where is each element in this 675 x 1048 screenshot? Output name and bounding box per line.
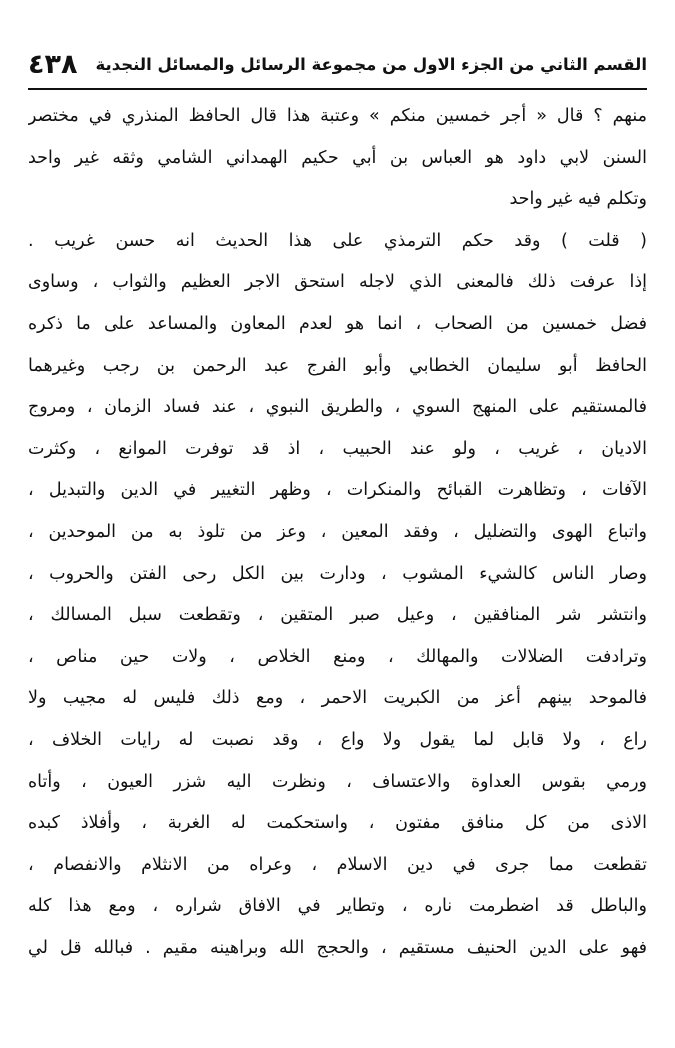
page-header	[28, 44, 647, 84]
text-line: فالموحد بينهم أعز من الكبريت الاحمر ، ومع ذلك فليس له مجيب ولا	[28, 688, 647, 709]
text-line: وصار الناس كالشيء المشوب ، ودارت بين الكل رحى الفتن والحروب ،	[28, 563, 647, 584]
text-line: الآفات ، وتظاهرت القبائح والمنكرات ، وظهر التغيير في الدين والتبديل ،	[28, 480, 647, 501]
text-line: وانتشر شر المنافقين ، وعيل صبر المتقين ، وتقطعت سبل المسالك ،	[28, 605, 647, 626]
text-line: ورمي بقوس العداوة والاعتساف ، ونظرت اليه شزر العيون ، وأتاه	[28, 771, 647, 792]
header-rule	[28, 88, 647, 90]
page-number: ٤٣٨	[28, 48, 78, 80]
text-line: وتكلم فيه غير واحد	[509, 189, 647, 210]
text-line: إذا عرفت ذلك فالمعنى الذي لاجله استحق الاجر العظيم والثواب ، وساوى	[28, 272, 647, 293]
text-line: ( قلت ) وقد حكم الترمذي على هذا الحديث انه حسن غريب .	[28, 230, 647, 251]
text-line: الحافظ أبو سليمان الخطابي وأبو الفرج عبد الرحمن بن رجب وغيرهما	[28, 355, 647, 376]
text-line: واتباع الهوى والتضليل ، وفقد المعين ، وعز من تلوذ به من الموحدين ،	[28, 521, 647, 542]
text-line: الاديان ، غريب ، ولو عند الحبيب ، اذ قد توفرت الموانع ، وكثرت	[28, 438, 647, 459]
running-title: القسم الثاني من الجزء الاول من مجموعة الرسائل والمسائل النجدية	[95, 54, 647, 74]
text-line: تقطعت مما جرى في دين الاسلام ، وعراه من الانثلام والانفصام ،	[28, 854, 647, 875]
text-line: منهم ؟ قال « أجر خمسين منكم » وعتبة هذا قال الحافظ المنذري في مختصر	[28, 106, 647, 126]
text-line: راع ، ولا قابل لما يقول ولا واع ، وقد نصبت له رايات الخلاف ،	[28, 729, 647, 750]
text-line: فضل خمسين من الصحاب ، انما هو لعدم المعاون والمساعد على ما ذكره	[28, 313, 647, 334]
text-line: الاذى من كل منافق مفتون ، واستحكمت له الغربة ، وأفلاذ كبده	[28, 813, 647, 834]
text-line: فهو على الدين الحنيف مستقيم ، والحجج الله وبراهينه مقيم . فبالله قل لي	[28, 937, 647, 958]
text-line: فالمستقيم على المنهج السوي ، والطريق النبوي ، عند فساد الزمان ، ومروج	[28, 397, 647, 418]
body-text	[28, 96, 647, 969]
text-line: والباطل قد اضطرمت ناره ، وتطاير في الافاق شراره ، ومع هذا كله	[28, 896, 647, 917]
text-line: وترادفت الضلالات والمهالك ، ومنع الخلاص ، ولات حين مناص ،	[28, 646, 647, 667]
text-line: السنن لابي داود هو العباس بن أبي حكيم الهمداني الشامي وثقه غير واحد	[28, 147, 647, 168]
